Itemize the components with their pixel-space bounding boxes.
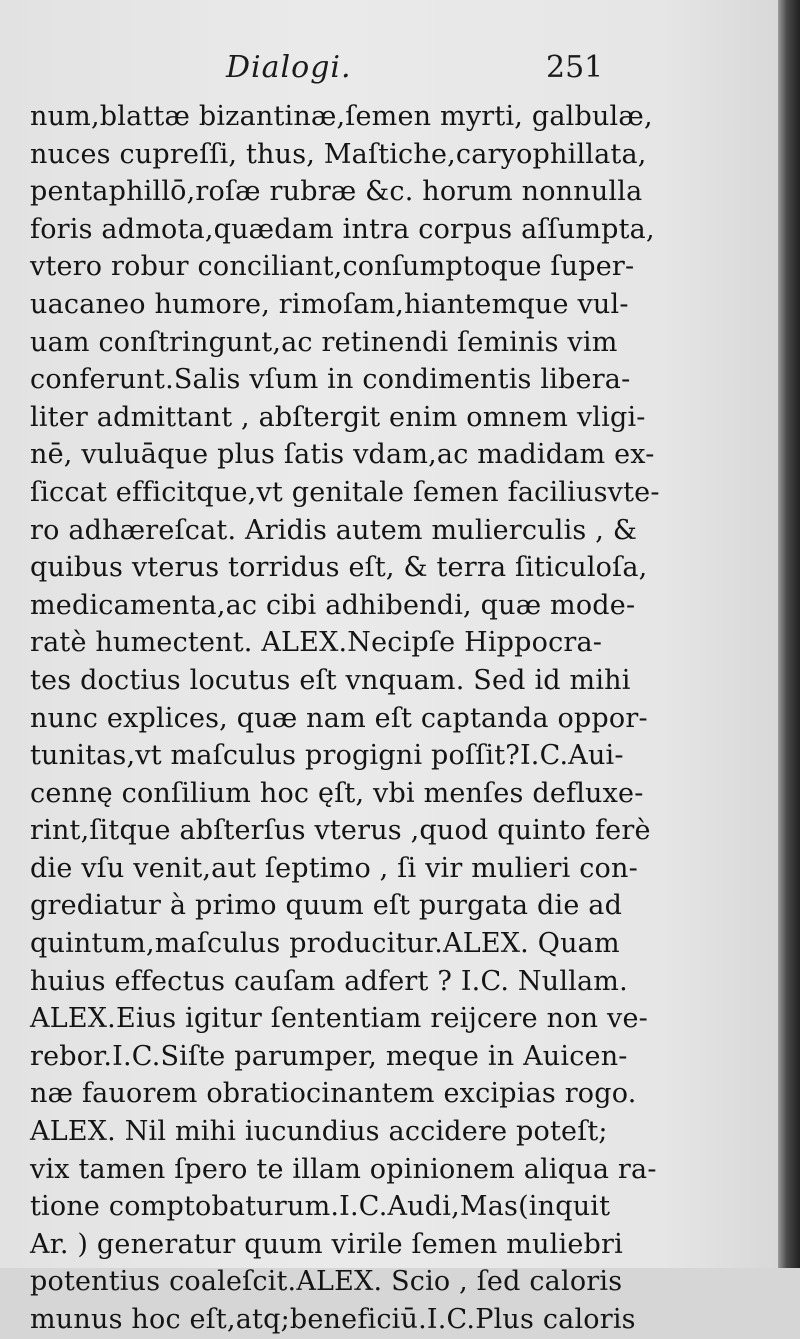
text-line: næ fauorem obratiocinantem excipias rogo.	[30, 1078, 637, 1110]
text-line: cennę conſilium hoc ęſt, vbi menſes defluxe-	[30, 777, 644, 809]
page-edge-shadow	[778, 0, 800, 1268]
text-line: conferunt.Salis vſum in condimentis libera-	[30, 364, 631, 396]
text-line: grediatur à primo quum eſt purgata die ad	[30, 890, 623, 922]
text-line: die vſu venit,aut ſeptimo , ſi vir mulieri con-	[30, 852, 638, 884]
text-line: quintum,maſculus producitur.ALEX. Quam	[30, 928, 620, 960]
page-header	[0, 48, 778, 94]
text-line: ro adhæreſcat. Aridis autem mulierculis , &	[30, 514, 638, 546]
text-line: pentaphillō,roſæ rubræ &c. horum nonnulla	[30, 176, 643, 208]
text-line: nē, vuluāque plus ſatis vdam,ac madidam ex-	[30, 439, 655, 471]
text-line: quibus vterus torridus eſt, & terra ſiticuloſa,	[30, 552, 648, 584]
text-line: tes doctius locutus eſt vnquam. Sed id mihi	[30, 664, 631, 696]
text-line: medicamenta,ac cibi adhibendi, quæ mode-	[30, 589, 636, 621]
text-line: tione comptobaturum.I.C.Audi,Mas(inquit	[30, 1191, 611, 1223]
text-line: num,blattæ bizantinæ,ſemen myrti, galbulæ,	[30, 101, 653, 132]
text-line: potentius coaleſcit.ALEX. Scio , ſed caloris	[30, 1266, 623, 1298]
page-number: 251	[546, 50, 604, 85]
text-line: vix tamen ſpero te illam opinionem aliqua ra-	[30, 1153, 657, 1185]
text-line: vtero robur conciliant,conſumptoque ſuper-	[30, 251, 635, 283]
text-line: rint,ſitque abſterſus vterus ,quod quinto ferè	[30, 815, 651, 847]
text-line: rebor.I.C.Siſte parumper, meque in Auicen-	[30, 1040, 628, 1072]
text-line: ALEX. Nil mihi iucundius accidere poteſt;	[30, 1116, 608, 1148]
text-line: foris admota,quædam intra corpus aſſumpta,	[30, 213, 655, 245]
body-text	[30, 98, 660, 1339]
text-line: liter admittant , abſtergit enim omnem vligi-	[30, 401, 646, 433]
text-line: Ar. ) generatur quum virile ſemen muliebri	[30, 1228, 623, 1260]
text-line: ALEX.Eius igitur ſententiam reijcere non ve-	[30, 1003, 648, 1035]
text-line: nunc explices, quæ nam eſt captanda oppor-	[30, 702, 648, 734]
text-line: nuces cupreſſi, thus, Maſtiche,caryophillata,	[30, 138, 647, 170]
text-line: ratè humectent. ALEX.Necipſe Hippocra-	[30, 627, 603, 659]
text-line: ſiccat efficitque,vt genitale ſemen faciliusvte-	[30, 476, 660, 508]
text-line: huius effectus cauſam adfert ? I.C. Nullam.	[30, 965, 628, 997]
text-line: uacaneo humore, rimoſam,hiantemque vul-	[30, 288, 629, 320]
text-line: tunitas,vt maſculus progigni poſſit?I.C.Aui-	[30, 740, 624, 772]
text-line: uam conſtringunt,ac retinendi ſeminis vim	[30, 326, 618, 358]
running-head: Dialogi.	[226, 50, 352, 85]
text-line: munus hoc eſt,atq;beneficiū.I.C.Plus caloris	[30, 1304, 636, 1335]
